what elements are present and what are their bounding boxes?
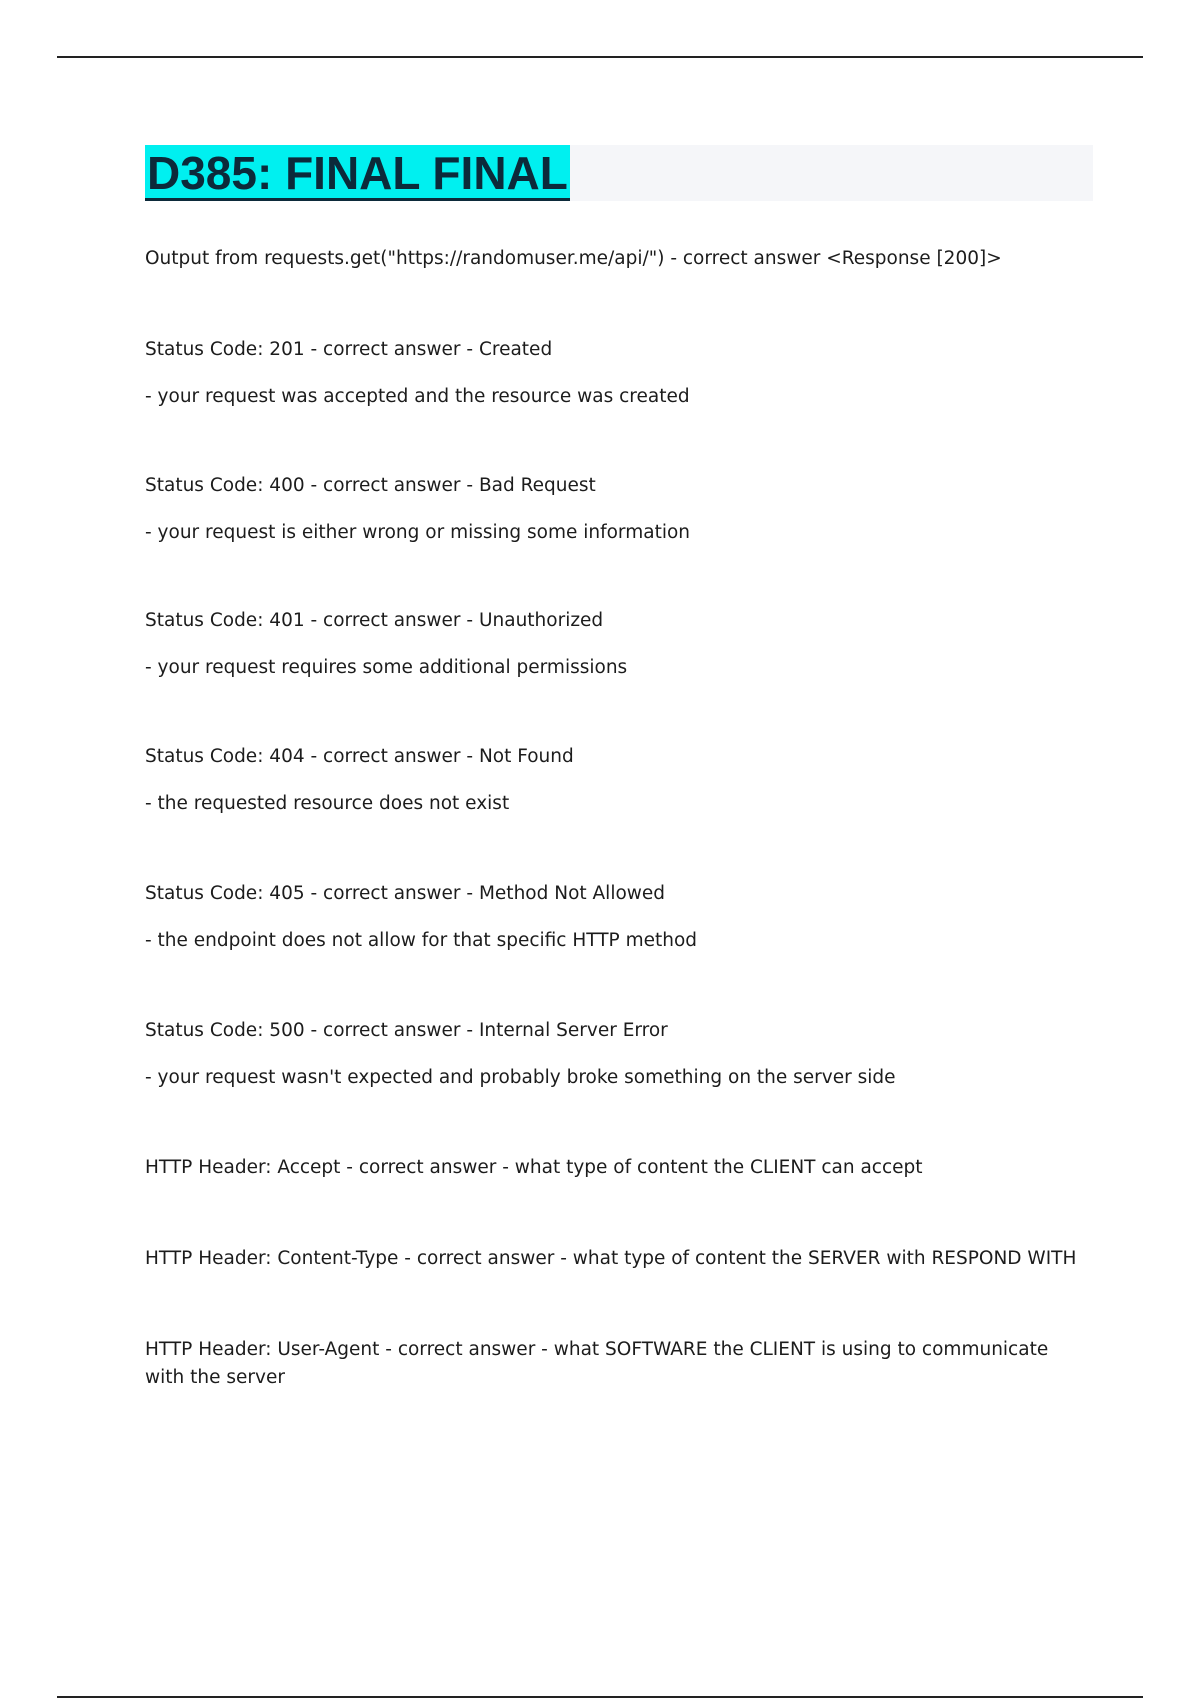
top-rule (57, 56, 1143, 58)
qa-entry-status-405 (145, 880, 1093, 955)
qa-entry-status-404 (145, 743, 1093, 818)
qa-entry-header-content-type (145, 1245, 1093, 1273)
entry-line: Status Code: 405 - correct answer - Method Not Allowed (145, 883, 666, 904)
entry-detail: - the endpoint does not allow for that specific HTTP method (145, 930, 698, 951)
entry-line: Status Code: 404 - correct answer - Not Found (145, 746, 574, 767)
qa-entry-status-400 (145, 472, 1093, 547)
entry-line: Status Code: 201 - correct answer - Created (145, 339, 553, 360)
entry-line: Status Code: 401 - correct answer - Unauthorized (145, 610, 604, 631)
entry-line: Status Code: 500 - correct answer - Internal Server Error (145, 1020, 668, 1041)
qa-entry-header-accept (145, 1154, 1093, 1182)
entry-detail: - your request requires some additional permissions (145, 657, 628, 678)
title-band (145, 145, 1093, 201)
entry-detail: - your request is either wrong or missing some information (145, 522, 691, 543)
bottom-rule (57, 1696, 1143, 1698)
entry-line: HTTP Header: User-Agent - correct answer - what SOFTWARE the CLIENT is using to communicate with the server (145, 1339, 1049, 1388)
qa-entry-status-201 (145, 336, 1093, 411)
entry-detail: - the requested resource does not exist (145, 793, 510, 814)
qa-entry-status-401 (145, 607, 1093, 682)
entry-line: HTTP Header: Content-Type - correct answer - what type of content the SERVER with RESPOND WITH (145, 1248, 1077, 1269)
qa-entry-response-output (145, 245, 1093, 273)
document-page (145, 145, 1093, 1388)
qa-entry-status-500 (145, 1017, 1093, 1092)
page-title: D385: FINAL FINAL (147, 147, 568, 199)
qa-entry-header-user-agent (145, 1336, 1093, 1392)
entry-line: Output from requests.get("https://randomuser.me/api/") - correct answer <Response [200]> (145, 248, 1002, 269)
entry-line: Status Code: 400 - correct answer - Bad Request (145, 475, 596, 496)
entry-detail: - your request wasn't expected and probably broke something on the server side (145, 1067, 896, 1088)
entry-detail: - your request was accepted and the resource was created (145, 386, 690, 407)
entry-line: HTTP Header: Accept - correct answer - what type of content the CLIENT can accept (145, 1157, 923, 1178)
